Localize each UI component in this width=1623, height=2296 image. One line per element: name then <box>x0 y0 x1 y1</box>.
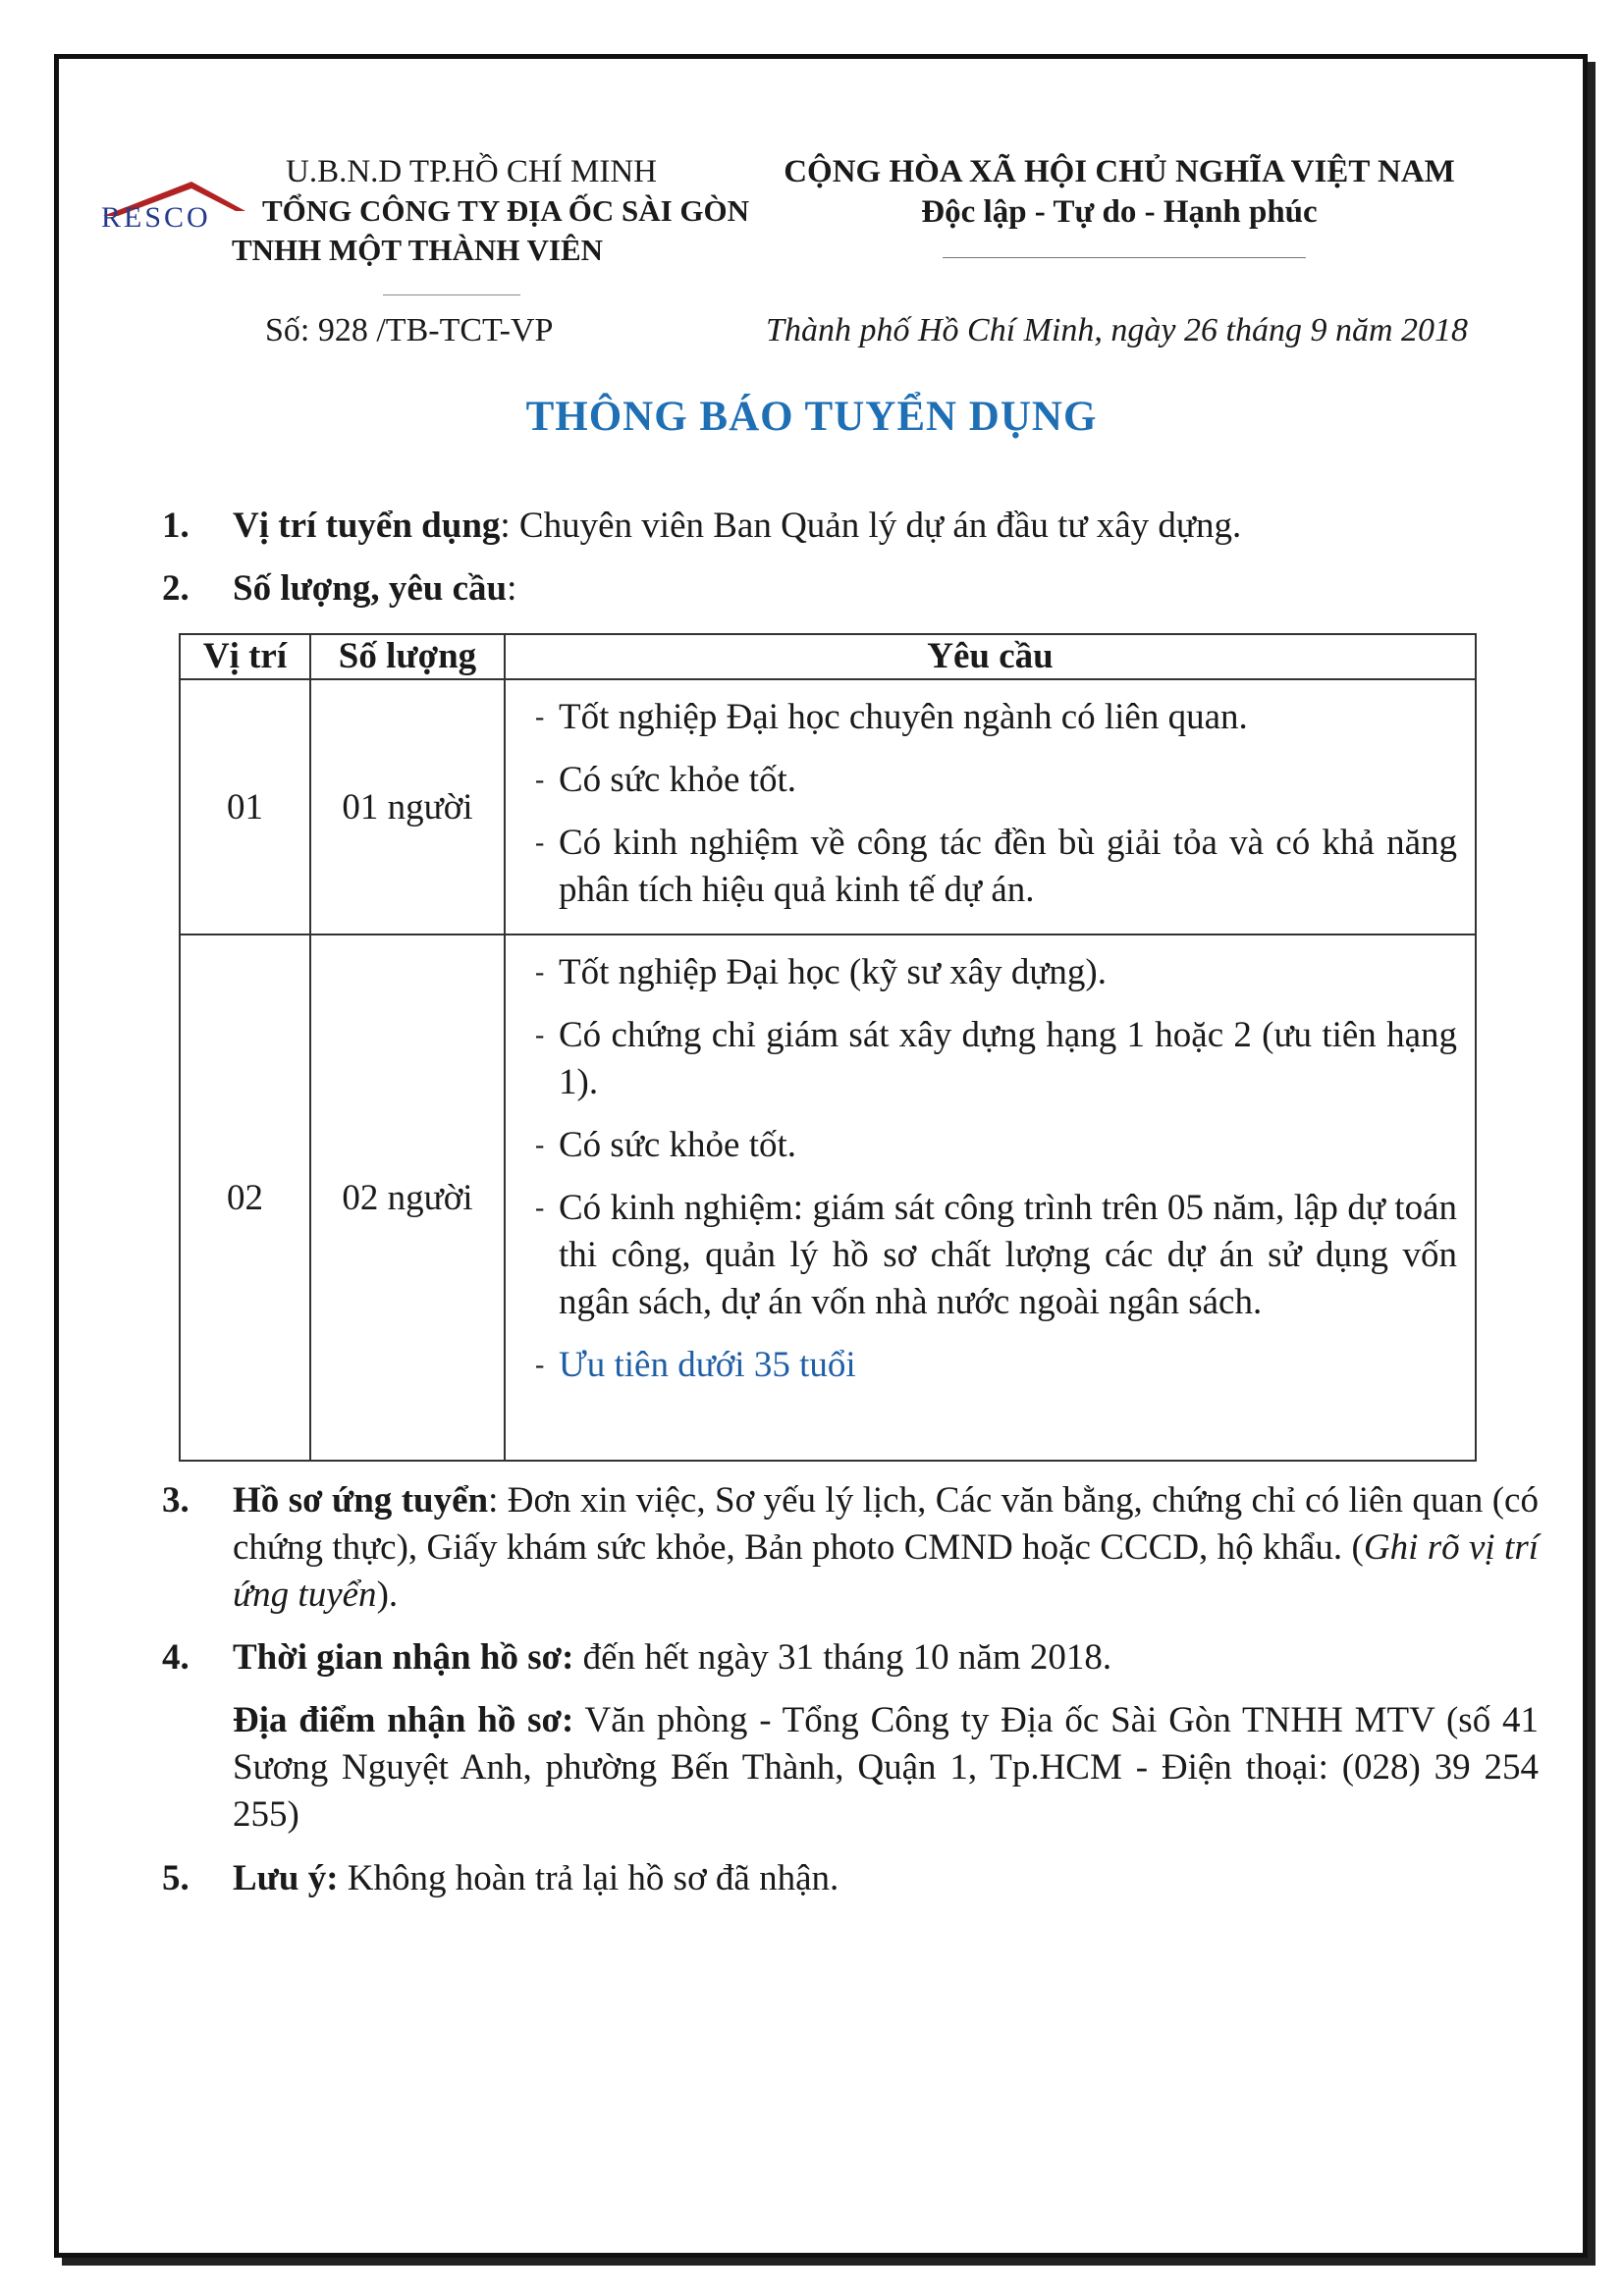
item-number: 3. <box>162 1480 189 1521</box>
requirement-item: - Có sức khỏe tốt. <box>535 760 797 800</box>
item-label-2: Địa điểm nhận hồ sơ: <box>233 1700 574 1740</box>
agency-header <box>157 152 785 270</box>
document-title: THÔNG BÁO TUYỂN DỤNG <box>525 394 1098 440</box>
requirement-item: - Có kinh nghiệm: giám sát công trình trên 05 năm, lập dự toán thi công, quản lý hồ sơ chất lượng các dự án sử dụng vốn ngân sách, dự án vốn nhà nước ngoài ngân sách. <box>535 1188 1457 1322</box>
cell-position: 01 <box>180 679 310 934</box>
item-text: : <box>507 568 517 609</box>
cell-quantity: 02 người <box>310 934 505 1461</box>
logo-text: RESCO <box>101 201 211 234</box>
item-number: 5. <box>162 1858 189 1898</box>
item-label: Hồ sơ ứng tuyển <box>233 1480 489 1521</box>
item-number: 4. <box>162 1637 189 1678</box>
item-text: : Chuyên viên Ban Quản lý dự án đầu tư xây dựng. <box>500 506 1242 546</box>
national-motto: Độc lập - Tự do - Hạnh phúc <box>921 194 1318 230</box>
cell-quantity: 01 người <box>310 679 505 934</box>
header-quantity: Số lượng <box>310 634 505 679</box>
cell-position: 02 <box>180 934 310 1461</box>
cell-requirements <box>505 679 1476 934</box>
national-title: CỘNG HÒA XÃ HỘI CHỦ NGHĨA VIỆT NAM <box>784 154 1455 189</box>
cell-requirements <box>505 934 1476 1461</box>
agency-line2: TỔNG CÔNG TY ĐỊA ỐC SÀI GÒN <box>261 193 750 228</box>
requirements-table <box>179 633 1477 1462</box>
item-label: Thời gian nhận hồ sơ: <box>233 1637 574 1678</box>
item-text: : Đơn xin việc, Sơ yếu lý lịch, Các văn bằng, chứng chỉ có liên quan (có chứng thực), Giấy khám sức khỏe, Bản photo CMND hoặc CCCD, hộ khẩu. ( <box>233 1480 1539 1568</box>
item-number: 2. <box>162 568 189 609</box>
header-requirements: Yêu cầu <box>505 634 1476 679</box>
item-text-end: ). <box>376 1575 399 1615</box>
item-italic-note: Ghi rõ vị trí ứng tuyển <box>233 1527 1540 1615</box>
item-text: Không hoàn trả lại hồ sơ đã nhận. <box>338 1858 839 1898</box>
national-header <box>776 152 1463 233</box>
agency-line3: TNHH MỘT THÀNH VIÊN <box>231 233 604 267</box>
item-number: 1. <box>162 506 189 546</box>
table-header-row <box>180 634 1476 679</box>
left-divider <box>383 294 520 295</box>
requirement-item: - Có kinh nghiệm về công tác đền bù giải tỏa và có khả năng phân tích hiệu quả kinh tế dự án. <box>535 823 1457 910</box>
date-line: Thành phố Hồ Chí Minh, ngày 26 tháng 9 năm 2018 <box>766 312 1468 348</box>
item-label: Số lượng, yêu cầu <box>233 568 508 609</box>
requirement-item: - Tốt nghiệp Đại học (kỹ sư xây dựng). <box>535 952 1107 992</box>
item-text-2: Văn phòng - Tổng Công ty Địa ốc Sài Gòn TNHH MTV (số 41 Sương Nguyệt Anh, phường Bến Thành, Quận 1, Tp.HCM - Điện thoại: (028) 39 254 255) <box>233 1700 1539 1835</box>
item-label: Lưu ý: <box>233 1858 339 1898</box>
table-row <box>180 934 1476 1461</box>
requirement-item: - Ưu tiên dưới 35 tuổi <box>535 1345 856 1385</box>
right-divider <box>943 257 1306 258</box>
item-text: đến hết ngày 31 tháng 10 năm 2018. <box>573 1637 1112 1678</box>
document-number: Số: 928 /TB-TCT-VP <box>265 312 554 348</box>
requirement-item: - Có sức khỏe tốt. <box>535 1125 797 1165</box>
requirement-item: - Tốt nghiệp Đại học chuyên ngành có liên quan. <box>535 697 1248 737</box>
requirement-item: - Có chứng chỉ giám sát xây dựng hạng 1 hoặc 2 (ưu tiên hạng 1). <box>535 1015 1457 1102</box>
table-row <box>180 679 1476 934</box>
agency-line1: U.B.N.D TP.HỒ CHÍ MINH <box>285 154 657 189</box>
item-label: Vị trí tuyển dụng <box>233 506 501 546</box>
header-position: Vị trí <box>180 634 310 679</box>
